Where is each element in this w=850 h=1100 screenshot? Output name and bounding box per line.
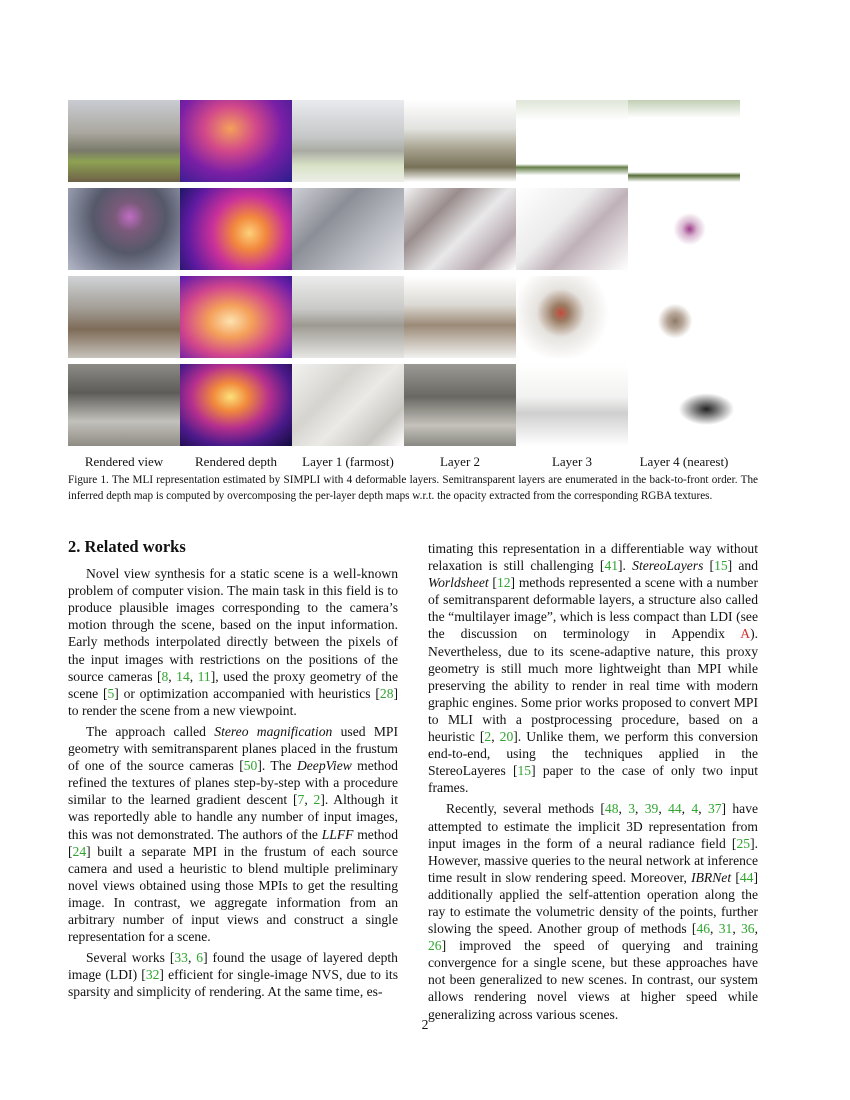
magnolia-layer-2 bbox=[404, 188, 516, 270]
citation-link[interactable]: 32 bbox=[145, 967, 160, 983]
citation-link[interactable]: 20 bbox=[499, 729, 514, 745]
label-layer-4: Layer 4 (nearest) bbox=[639, 454, 729, 469]
right-column bbox=[428, 540, 758, 1027]
tree-rendered-depth bbox=[180, 100, 292, 182]
tree-layer-1 bbox=[292, 100, 404, 182]
label-rendered-view: Rendered view bbox=[84, 454, 164, 469]
citation-link[interactable]: 37 bbox=[707, 801, 722, 817]
figure-1-grid bbox=[68, 100, 740, 452]
citation-link[interactable]: 8 bbox=[161, 668, 169, 684]
paragraph: Novel view synthesis for a static scene is a well-known problem of computer vision. The main task in this field is to produce plausible images corresponding to the camera’s motion through the scene, based on the input information. Early methods interpolated directly between the pixels of the input images with restrictions on the positions of the source cameras [8, 14, 11], used the proxy geometry of the scene [5] or optimization accompanied with heuristics [28] to render the scene from a new viewpoint. bbox=[68, 566, 399, 718]
label-rendered-depth: Rendered depth bbox=[195, 454, 277, 469]
figure-row-dinosaur bbox=[68, 276, 740, 358]
page-number: 2 bbox=[421, 1017, 429, 1032]
figure-row-bicycles bbox=[68, 364, 740, 446]
paragraph: The approach called Stereo magnification used MPI geometry with semitransparent planes placed in the frustum of one of the source cameras [50]. The DeepView method refined the textures of planes step-by-step with a procedure similar to the learned gradient descent [7, 2]. Although it was reportedly able to handle any number of input images, this was not demonstrated. The authors of the LLFF method [24] built a separate MPI in the frustum of each source camera and used a heuristic to blend multiple preliminary novel views obtained using those MPIs to get the resulting image. In contrast, we aggregate information from an arbitrary number of input views and construct a single representation for a scene. bbox=[68, 723, 399, 945]
magnolia-rendered-depth bbox=[180, 188, 292, 270]
citation-link[interactable]: 46 bbox=[696, 921, 711, 937]
bicycles-rendered-depth bbox=[180, 364, 292, 446]
citation-link[interactable]: 31 bbox=[718, 921, 733, 937]
tree-layer-3 bbox=[516, 100, 628, 182]
citation-link[interactable]: 25 bbox=[736, 835, 751, 851]
citation-link[interactable]: 50 bbox=[243, 758, 258, 774]
figure-row-magnolia bbox=[68, 188, 740, 270]
dinosaur-rendered-view bbox=[68, 276, 180, 358]
tree-layer-2 bbox=[404, 100, 516, 182]
bicycles-layer-1 bbox=[292, 364, 404, 446]
dinosaur-layer-1 bbox=[292, 276, 404, 358]
citation-link[interactable]: 4 bbox=[691, 801, 699, 817]
appendix-link[interactable]: A bbox=[740, 626, 751, 642]
figure-column-labels bbox=[68, 454, 740, 470]
tree-layer-4 bbox=[628, 100, 740, 182]
citation-link[interactable]: 14 bbox=[176, 668, 190, 684]
magnolia-rendered-view bbox=[68, 188, 180, 270]
bicycles-layer-4 bbox=[628, 364, 740, 446]
section-title: 2. Related works bbox=[68, 537, 186, 556]
label-layer-3: Layer 3 bbox=[551, 454, 593, 469]
citation-link[interactable]: 15 bbox=[517, 763, 532, 779]
bicycles-layer-3 bbox=[516, 364, 628, 446]
figure-caption: Figure 1. The MLI representation estimated by SIMPLI with 4 deformable layers. Semitransparent layers are enumerated in the back-to-front order. The inferred depth map is computed by overcomposing the per-layer depth maps w.r.t. the opacity extracted from the corresponding RGBA textures. bbox=[68, 474, 758, 502]
citation-link[interactable]: 3 bbox=[628, 801, 636, 817]
citation-link[interactable]: 33 bbox=[174, 950, 188, 966]
citation-link[interactable]: 48 bbox=[604, 801, 619, 817]
figure-row-tree bbox=[68, 100, 740, 182]
citation-link[interactable]: 41 bbox=[604, 558, 619, 574]
magnolia-layer-4 bbox=[628, 188, 740, 270]
citation-link[interactable]: 7 bbox=[297, 792, 305, 808]
paragraph: Recently, several methods [48, 3, 39, 44, 4, 37] have attempted to estimate the implicit 3D representation from input images in the form of a neural radiance field [25]. However, massive queries to the neural network at inference time result in slow rendering speed. Moreover, IBRNet [44] additionally applied the self-attention operation along the ray to estimate the volumetric density of the points, further slowing the speed. Another group of methods [46, 31, 36, 26] improved the speed of querying and training convergence for a single scene, but these approaches have not been generalized to new scenes. In contrast, our system allows rendering novel views at higher speed while generalizing across various scenes. bbox=[428, 801, 759, 1022]
dinosaur-rendered-depth bbox=[180, 276, 292, 358]
dinosaur-layer-4 bbox=[628, 276, 740, 358]
citation-link[interactable]: 44 bbox=[668, 801, 682, 817]
magnolia-layer-3 bbox=[516, 188, 628, 270]
citation-link[interactable]: 26 bbox=[428, 938, 442, 954]
citation-link[interactable]: 6 bbox=[196, 950, 204, 966]
dinosaur-layer-3 bbox=[516, 276, 628, 358]
label-layer-2: Layer 2 bbox=[439, 454, 481, 469]
citation-link[interactable]: 5 bbox=[107, 685, 115, 701]
citation-link[interactable]: 36 bbox=[741, 921, 755, 937]
paragraph: Several works [33, 6] found the usage of layered depth image (LDI) [32] efficient for single-image NVS, due to its sparsity and simplicity of rendering. At the same time, es- bbox=[68, 950, 398, 1000]
citation-link[interactable]: 2 bbox=[484, 729, 492, 745]
paragraph: timating this representation in a differentiable way without relaxation is still challenging [41]. StereoLayers [15] and Worldsheet [12] methods represented a scene with a number of semitransparent deformable layers, a structure also called the “multilayer image”, which is less compact than LDI (see the discussion on terminology in Appendix A). Nevertheless, due to its scene-adaptive nature, this proxy geometry is still much more lightweight than MPI while preserving the ability to render in real time with modern graphic engines. Some prior works proposed to convert MPI to MLI with a postprocessing procedure, based on a heuristic [2, 20]. Unlike them, we perform this conversion end-to-end, using the techniques applied in the StereoLayeres [15] paper to the case of only two input frames. bbox=[428, 541, 759, 796]
citation-link[interactable]: 39 bbox=[644, 801, 659, 817]
label-layer-1: Layer 1 (farmost) bbox=[302, 454, 394, 469]
citation-link[interactable]: 11 bbox=[197, 668, 211, 684]
left-column bbox=[68, 536, 398, 1004]
dinosaur-layer-2 bbox=[404, 276, 516, 358]
bicycles-layer-2 bbox=[404, 364, 516, 446]
citation-link[interactable]: 24 bbox=[72, 843, 87, 859]
citation-link[interactable]: 44 bbox=[739, 869, 754, 885]
citation-link[interactable]: 12 bbox=[496, 575, 511, 591]
bicycles-rendered-view bbox=[68, 364, 180, 446]
citation-link[interactable]: 2 bbox=[313, 792, 321, 808]
citation-link[interactable]: 15 bbox=[714, 558, 728, 574]
tree-rendered-view bbox=[68, 100, 180, 182]
magnolia-layer-1 bbox=[292, 188, 404, 270]
citation-link[interactable]: 28 bbox=[379, 685, 394, 701]
